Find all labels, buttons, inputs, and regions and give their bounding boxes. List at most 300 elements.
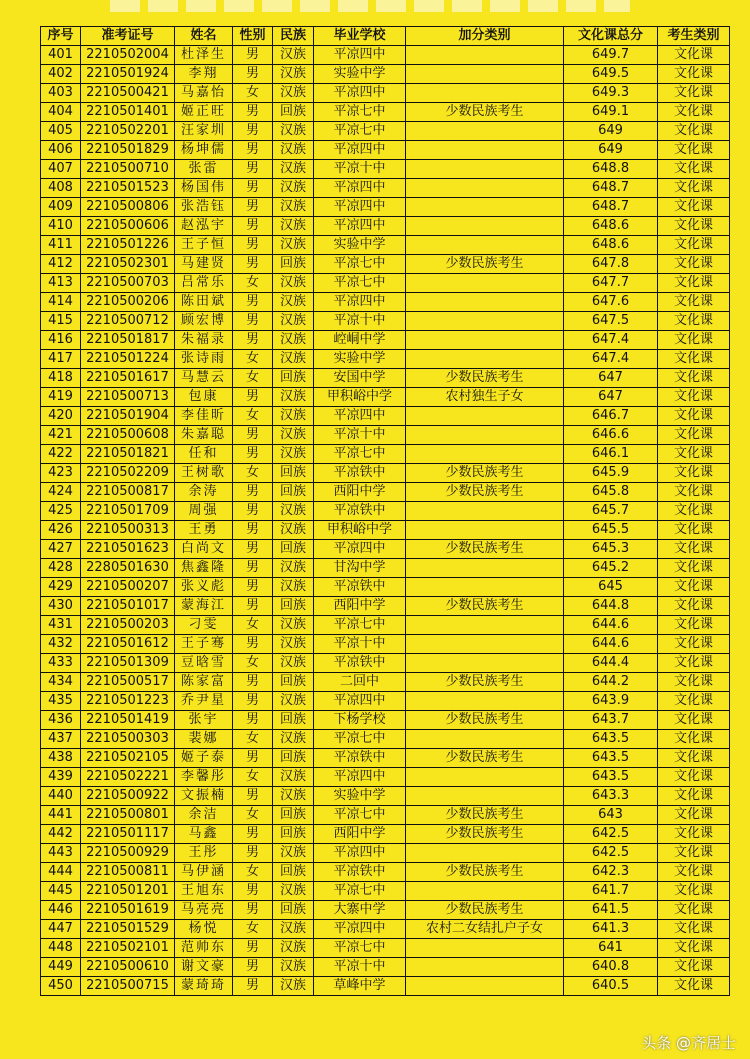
table-row bbox=[41, 540, 730, 559]
cell-ethnicity: 汉族 bbox=[273, 350, 314, 369]
table-row bbox=[41, 217, 730, 236]
cell-category: 文化课 bbox=[658, 255, 730, 274]
cell-exam-id: 2280501630 bbox=[81, 559, 175, 578]
cell-seq: 434 bbox=[41, 673, 81, 692]
cell-seq: 432 bbox=[41, 635, 81, 654]
table-row bbox=[41, 616, 730, 635]
cell-school: 西阳中学 bbox=[314, 825, 406, 844]
cell-name: 张诗雨 bbox=[175, 350, 233, 369]
cell-seq: 431 bbox=[41, 616, 81, 635]
watermark: 头条 @齐居士 bbox=[641, 1034, 736, 1052]
cell-bonus: 农村二女结扎户子女 bbox=[406, 920, 564, 939]
cell-gender: 男 bbox=[233, 711, 273, 730]
cell-ethnicity: 回族 bbox=[273, 483, 314, 502]
cell-gender: 女 bbox=[233, 863, 273, 882]
table-row bbox=[41, 46, 730, 65]
cell-school: 平凉七中 bbox=[314, 616, 406, 635]
cell-exam-id: 2210502101 bbox=[81, 939, 175, 958]
table-row bbox=[41, 825, 730, 844]
cell-school: 平凉四中 bbox=[314, 407, 406, 426]
cell-exam-id: 2210500922 bbox=[81, 787, 175, 806]
cell-seq: 437 bbox=[41, 730, 81, 749]
cell-category: 文化课 bbox=[658, 958, 730, 977]
table-row bbox=[41, 369, 730, 388]
cell-ethnicity: 回族 bbox=[273, 825, 314, 844]
table-row bbox=[41, 749, 730, 768]
cell-name: 文振楠 bbox=[175, 787, 233, 806]
cell-seq: 429 bbox=[41, 578, 81, 597]
table-row bbox=[41, 388, 730, 407]
cell-category: 文化课 bbox=[658, 825, 730, 844]
cell-bonus bbox=[406, 787, 564, 806]
header-ethnicity: 民族 bbox=[273, 27, 314, 46]
cell-bonus bbox=[406, 616, 564, 635]
cell-school: 安国中学 bbox=[314, 369, 406, 388]
cell-score: 645.9 bbox=[564, 464, 658, 483]
cell-name: 张义彪 bbox=[175, 578, 233, 597]
cell-seq: 412 bbox=[41, 255, 81, 274]
cell-gender: 男 bbox=[233, 635, 273, 654]
cell-school: 平凉四中 bbox=[314, 768, 406, 787]
cell-score: 649 bbox=[564, 141, 658, 160]
cell-name: 顾宏博 bbox=[175, 312, 233, 331]
cell-bonus bbox=[406, 293, 564, 312]
cell-exam-id: 2210502004 bbox=[81, 46, 175, 65]
cell-school: 平凉四中 bbox=[314, 540, 406, 559]
cell-ethnicity: 汉族 bbox=[273, 635, 314, 654]
cell-name: 白尚文 bbox=[175, 540, 233, 559]
cell-gender: 男 bbox=[233, 331, 273, 350]
cell-bonus bbox=[406, 65, 564, 84]
cell-category: 文化课 bbox=[658, 84, 730, 103]
cell-ethnicity: 回族 bbox=[273, 749, 314, 768]
table-row bbox=[41, 103, 730, 122]
cell-bonus bbox=[406, 84, 564, 103]
cell-ethnicity: 汉族 bbox=[273, 160, 314, 179]
cell-category: 文化课 bbox=[658, 65, 730, 84]
cell-exam-id: 2210500703 bbox=[81, 274, 175, 293]
cell-bonus bbox=[406, 122, 564, 141]
cell-gender: 男 bbox=[233, 312, 273, 331]
cell-score: 647 bbox=[564, 369, 658, 388]
cell-bonus bbox=[406, 217, 564, 236]
cell-score: 643.9 bbox=[564, 692, 658, 711]
cell-name: 李馨彤 bbox=[175, 768, 233, 787]
cell-category: 文化课 bbox=[658, 426, 730, 445]
cell-school: 平凉四中 bbox=[314, 198, 406, 217]
cell-school: 甲积峪中学 bbox=[314, 521, 406, 540]
cell-school: 实验中学 bbox=[314, 236, 406, 255]
table-row bbox=[41, 179, 730, 198]
table-row bbox=[41, 768, 730, 787]
cell-exam-id: 2210500206 bbox=[81, 293, 175, 312]
cell-ethnicity: 汉族 bbox=[273, 958, 314, 977]
cell-seq: 441 bbox=[41, 806, 81, 825]
table-row bbox=[41, 255, 730, 274]
cell-seq: 426 bbox=[41, 521, 81, 540]
cell-school: 平凉七中 bbox=[314, 939, 406, 958]
cell-ethnicity: 汉族 bbox=[273, 236, 314, 255]
cell-name: 王勇 bbox=[175, 521, 233, 540]
cell-score: 641.7 bbox=[564, 882, 658, 901]
cell-name: 焦鑫隆 bbox=[175, 559, 233, 578]
header-category: 考生类别 bbox=[658, 27, 730, 46]
cell-bonus bbox=[406, 692, 564, 711]
cell-bonus: 少数民族考生 bbox=[406, 901, 564, 920]
cell-bonus: 少数民族考生 bbox=[406, 825, 564, 844]
cell-category: 文化课 bbox=[658, 863, 730, 882]
cell-gender: 男 bbox=[233, 692, 273, 711]
cell-exam-id: 2210501224 bbox=[81, 350, 175, 369]
cell-score: 645.8 bbox=[564, 483, 658, 502]
cell-school: 平凉四中 bbox=[314, 692, 406, 711]
cell-seq: 440 bbox=[41, 787, 81, 806]
cell-ethnicity: 汉族 bbox=[273, 977, 314, 996]
cell-seq: 439 bbox=[41, 768, 81, 787]
header-school: 毕业学校 bbox=[314, 27, 406, 46]
cell-category: 文化课 bbox=[658, 141, 730, 160]
cell-name: 杨悦 bbox=[175, 920, 233, 939]
cell-exam-id: 2210501904 bbox=[81, 407, 175, 426]
cell-gender: 女 bbox=[233, 407, 273, 426]
cell-score: 649 bbox=[564, 122, 658, 141]
cell-score: 644.8 bbox=[564, 597, 658, 616]
cell-score: 643.5 bbox=[564, 768, 658, 787]
cell-name: 陈家富 bbox=[175, 673, 233, 692]
table-row bbox=[41, 312, 730, 331]
cell-bonus bbox=[406, 559, 564, 578]
cell-exam-id: 2210502209 bbox=[81, 464, 175, 483]
table-row bbox=[41, 711, 730, 730]
cell-score: 647.4 bbox=[564, 350, 658, 369]
cell-gender: 男 bbox=[233, 825, 273, 844]
cell-name: 张浩钰 bbox=[175, 198, 233, 217]
cell-ethnicity: 汉族 bbox=[273, 844, 314, 863]
cell-bonus bbox=[406, 331, 564, 350]
cell-category: 文化课 bbox=[658, 901, 730, 920]
cell-score: 643.3 bbox=[564, 787, 658, 806]
cell-name: 姬正旺 bbox=[175, 103, 233, 122]
table-row bbox=[41, 65, 730, 84]
cell-name: 李佳昕 bbox=[175, 407, 233, 426]
cell-bonus: 少数民族考生 bbox=[406, 749, 564, 768]
cell-gender: 男 bbox=[233, 122, 273, 141]
cell-gender: 男 bbox=[233, 540, 273, 559]
cell-school: 平凉四中 bbox=[314, 141, 406, 160]
cell-ethnicity: 汉族 bbox=[273, 502, 314, 521]
cell-score: 645 bbox=[564, 578, 658, 597]
cell-bonus bbox=[406, 179, 564, 198]
cell-category: 文化课 bbox=[658, 350, 730, 369]
cell-category: 文化课 bbox=[658, 521, 730, 540]
cell-exam-id: 2210500712 bbox=[81, 312, 175, 331]
cell-gender: 男 bbox=[233, 65, 273, 84]
cell-seq: 423 bbox=[41, 464, 81, 483]
cell-name: 赵泓宇 bbox=[175, 217, 233, 236]
cell-name: 余涛 bbox=[175, 483, 233, 502]
table-row bbox=[41, 673, 730, 692]
table-row bbox=[41, 160, 730, 179]
cell-school: 下杨学校 bbox=[314, 711, 406, 730]
table-row bbox=[41, 958, 730, 977]
cell-name: 余洁 bbox=[175, 806, 233, 825]
cell-school: 平凉四中 bbox=[314, 217, 406, 236]
cell-seq: 445 bbox=[41, 882, 81, 901]
cell-name: 王树歌 bbox=[175, 464, 233, 483]
cell-score: 647 bbox=[564, 388, 658, 407]
cell-gender: 男 bbox=[233, 179, 273, 198]
cell-seq: 415 bbox=[41, 312, 81, 331]
cell-name: 汪家圳 bbox=[175, 122, 233, 141]
cell-gender: 女 bbox=[233, 920, 273, 939]
cell-gender: 女 bbox=[233, 768, 273, 787]
cell-gender: 男 bbox=[233, 46, 273, 65]
cell-ethnicity: 汉族 bbox=[273, 578, 314, 597]
cell-ethnicity: 汉族 bbox=[273, 521, 314, 540]
cell-bonus: 少数民族考生 bbox=[406, 540, 564, 559]
cell-school: 平凉七中 bbox=[314, 274, 406, 293]
cell-exam-id: 2210501309 bbox=[81, 654, 175, 673]
cell-score: 649.1 bbox=[564, 103, 658, 122]
cell-gender: 男 bbox=[233, 502, 273, 521]
table-row bbox=[41, 407, 730, 426]
cell-gender: 男 bbox=[233, 673, 273, 692]
table-row bbox=[41, 692, 730, 711]
cell-exam-id: 2210501924 bbox=[81, 65, 175, 84]
cell-score: 643.5 bbox=[564, 730, 658, 749]
cell-score: 647.7 bbox=[564, 274, 658, 293]
cell-bonus: 少数民族考生 bbox=[406, 597, 564, 616]
header-score: 文化课总分 bbox=[564, 27, 658, 46]
cell-gender: 男 bbox=[233, 255, 273, 274]
table-row bbox=[41, 863, 730, 882]
cell-score: 644.2 bbox=[564, 673, 658, 692]
cell-seq: 424 bbox=[41, 483, 81, 502]
cell-score: 648.6 bbox=[564, 236, 658, 255]
cell-bonus: 农村独生子女 bbox=[406, 388, 564, 407]
cell-name: 谢文豪 bbox=[175, 958, 233, 977]
cell-seq: 433 bbox=[41, 654, 81, 673]
cell-seq: 420 bbox=[41, 407, 81, 426]
cell-seq: 444 bbox=[41, 863, 81, 882]
cell-ethnicity: 汉族 bbox=[273, 274, 314, 293]
cell-score: 641 bbox=[564, 939, 658, 958]
table-row bbox=[41, 730, 730, 749]
cell-bonus bbox=[406, 426, 564, 445]
cell-ethnicity: 汉族 bbox=[273, 312, 314, 331]
cell-school: 平凉七中 bbox=[314, 806, 406, 825]
cell-school: 实验中学 bbox=[314, 787, 406, 806]
cell-ethnicity: 回族 bbox=[273, 255, 314, 274]
cell-exam-id: 2210500517 bbox=[81, 673, 175, 692]
cell-bonus bbox=[406, 312, 564, 331]
cell-seq: 402 bbox=[41, 65, 81, 84]
cell-bonus: 少数民族考生 bbox=[406, 103, 564, 122]
cell-school: 实验中学 bbox=[314, 350, 406, 369]
cell-bonus bbox=[406, 46, 564, 65]
cell-exam-id: 2210501619 bbox=[81, 901, 175, 920]
cell-category: 文化课 bbox=[658, 483, 730, 502]
cell-category: 文化课 bbox=[658, 46, 730, 65]
table-row bbox=[41, 597, 730, 616]
cell-category: 文化课 bbox=[658, 540, 730, 559]
cell-bonus bbox=[406, 407, 564, 426]
cell-category: 文化课 bbox=[658, 388, 730, 407]
cell-bonus bbox=[406, 844, 564, 863]
cell-seq: 410 bbox=[41, 217, 81, 236]
cell-school: 平凉铁中 bbox=[314, 654, 406, 673]
table-row bbox=[41, 635, 730, 654]
cell-seq: 411 bbox=[41, 236, 81, 255]
cell-school: 西阳中学 bbox=[314, 597, 406, 616]
cell-seq: 417 bbox=[41, 350, 81, 369]
cell-name: 马建贤 bbox=[175, 255, 233, 274]
cell-ethnicity: 汉族 bbox=[273, 559, 314, 578]
cell-ethnicity: 汉族 bbox=[273, 84, 314, 103]
cell-school: 平凉铁中 bbox=[314, 749, 406, 768]
cell-ethnicity: 汉族 bbox=[273, 217, 314, 236]
cell-exam-id: 2210502301 bbox=[81, 255, 175, 274]
table-row bbox=[41, 559, 730, 578]
cell-exam-id: 2210500421 bbox=[81, 84, 175, 103]
cell-seq: 427 bbox=[41, 540, 81, 559]
cell-school: 平凉十中 bbox=[314, 635, 406, 654]
cell-seq: 447 bbox=[41, 920, 81, 939]
cell-score: 644.6 bbox=[564, 616, 658, 635]
cell-exam-id: 2210500715 bbox=[81, 977, 175, 996]
cell-gender: 男 bbox=[233, 749, 273, 768]
cell-ethnicity: 回族 bbox=[273, 369, 314, 388]
table-header bbox=[41, 27, 730, 46]
cell-seq: 413 bbox=[41, 274, 81, 293]
cropped-title-band bbox=[0, 0, 750, 26]
cell-exam-id: 2210501529 bbox=[81, 920, 175, 939]
cell-gender: 男 bbox=[233, 559, 273, 578]
cropped-title-text bbox=[110, 0, 630, 12]
cell-bonus: 少数民族考生 bbox=[406, 711, 564, 730]
cell-name: 马慧云 bbox=[175, 369, 233, 388]
cell-ethnicity: 汉族 bbox=[273, 198, 314, 217]
cell-seq: 430 bbox=[41, 597, 81, 616]
cell-gender: 男 bbox=[233, 426, 273, 445]
cell-gender: 女 bbox=[233, 350, 273, 369]
cell-name: 王子恒 bbox=[175, 236, 233, 255]
cell-gender: 男 bbox=[233, 236, 273, 255]
cell-score: 646.6 bbox=[564, 426, 658, 445]
cell-exam-id: 2210500207 bbox=[81, 578, 175, 597]
cell-gender: 男 bbox=[233, 844, 273, 863]
cell-bonus bbox=[406, 141, 564, 160]
cell-ethnicity: 汉族 bbox=[273, 293, 314, 312]
cell-school: 平凉四中 bbox=[314, 844, 406, 863]
cell-category: 文化课 bbox=[658, 331, 730, 350]
cell-ethnicity: 汉族 bbox=[273, 388, 314, 407]
table-row bbox=[41, 350, 730, 369]
cell-score: 649.7 bbox=[564, 46, 658, 65]
cell-score: 648.8 bbox=[564, 160, 658, 179]
cell-school: 甲积峪中学 bbox=[314, 388, 406, 407]
table-row bbox=[41, 483, 730, 502]
cell-name: 杨国伟 bbox=[175, 179, 233, 198]
cell-seq: 435 bbox=[41, 692, 81, 711]
cell-gender: 女 bbox=[233, 84, 273, 103]
cell-seq: 421 bbox=[41, 426, 81, 445]
cell-name: 任和 bbox=[175, 445, 233, 464]
cell-score: 641.5 bbox=[564, 901, 658, 920]
cell-bonus bbox=[406, 654, 564, 673]
cell-category: 文化课 bbox=[658, 711, 730, 730]
table-row bbox=[41, 939, 730, 958]
cell-school: 平凉七中 bbox=[314, 730, 406, 749]
cell-exam-id: 2210501709 bbox=[81, 502, 175, 521]
cell-name: 包康 bbox=[175, 388, 233, 407]
cell-category: 文化课 bbox=[658, 654, 730, 673]
cell-score: 647.4 bbox=[564, 331, 658, 350]
cell-category: 文化课 bbox=[658, 217, 730, 236]
cell-gender: 男 bbox=[233, 293, 273, 312]
cell-seq: 443 bbox=[41, 844, 81, 863]
cell-bonus bbox=[406, 939, 564, 958]
cell-ethnicity: 回族 bbox=[273, 863, 314, 882]
cell-category: 文化课 bbox=[658, 103, 730, 122]
cell-gender: 男 bbox=[233, 939, 273, 958]
cell-exam-id: 2210501226 bbox=[81, 236, 175, 255]
cell-ethnicity: 汉族 bbox=[273, 445, 314, 464]
cell-ethnicity: 汉族 bbox=[273, 768, 314, 787]
cell-name: 蒙海江 bbox=[175, 597, 233, 616]
cell-school: 平凉十中 bbox=[314, 160, 406, 179]
table-row bbox=[41, 882, 730, 901]
cell-gender: 男 bbox=[233, 445, 273, 464]
cell-gender: 男 bbox=[233, 198, 273, 217]
table-row bbox=[41, 901, 730, 920]
cell-seq: 401 bbox=[41, 46, 81, 65]
cell-score: 648.7 bbox=[564, 179, 658, 198]
cell-exam-id: 2210500806 bbox=[81, 198, 175, 217]
cell-school: 平凉十中 bbox=[314, 426, 406, 445]
cell-seq: 409 bbox=[41, 198, 81, 217]
cell-bonus: 少数民族考生 bbox=[406, 483, 564, 502]
cell-bonus bbox=[406, 274, 564, 293]
cell-gender: 男 bbox=[233, 597, 273, 616]
cell-bonus: 少数民族考生 bbox=[406, 673, 564, 692]
score-table bbox=[40, 26, 730, 996]
cell-school: 二回中 bbox=[314, 673, 406, 692]
cell-category: 文化课 bbox=[658, 198, 730, 217]
cell-gender: 男 bbox=[233, 977, 273, 996]
cell-ethnicity: 汉族 bbox=[273, 46, 314, 65]
table-row bbox=[41, 521, 730, 540]
cell-seq: 425 bbox=[41, 502, 81, 521]
cell-school: 平凉铁中 bbox=[314, 578, 406, 597]
cell-gender: 男 bbox=[233, 958, 273, 977]
cell-school: 平凉七中 bbox=[314, 882, 406, 901]
cell-exam-id: 2210501419 bbox=[81, 711, 175, 730]
cell-category: 文化课 bbox=[658, 806, 730, 825]
cell-bonus bbox=[406, 882, 564, 901]
header-row bbox=[41, 27, 730, 46]
cell-category: 文化课 bbox=[658, 768, 730, 787]
cell-seq: 438 bbox=[41, 749, 81, 768]
cell-category: 文化课 bbox=[658, 407, 730, 426]
cell-bonus: 少数民族考生 bbox=[406, 369, 564, 388]
cell-gender: 男 bbox=[233, 217, 273, 236]
cell-gender: 男 bbox=[233, 388, 273, 407]
cell-ethnicity: 回族 bbox=[273, 103, 314, 122]
cell-category: 文化课 bbox=[658, 559, 730, 578]
cell-bonus bbox=[406, 521, 564, 540]
cell-category: 文化课 bbox=[658, 464, 730, 483]
